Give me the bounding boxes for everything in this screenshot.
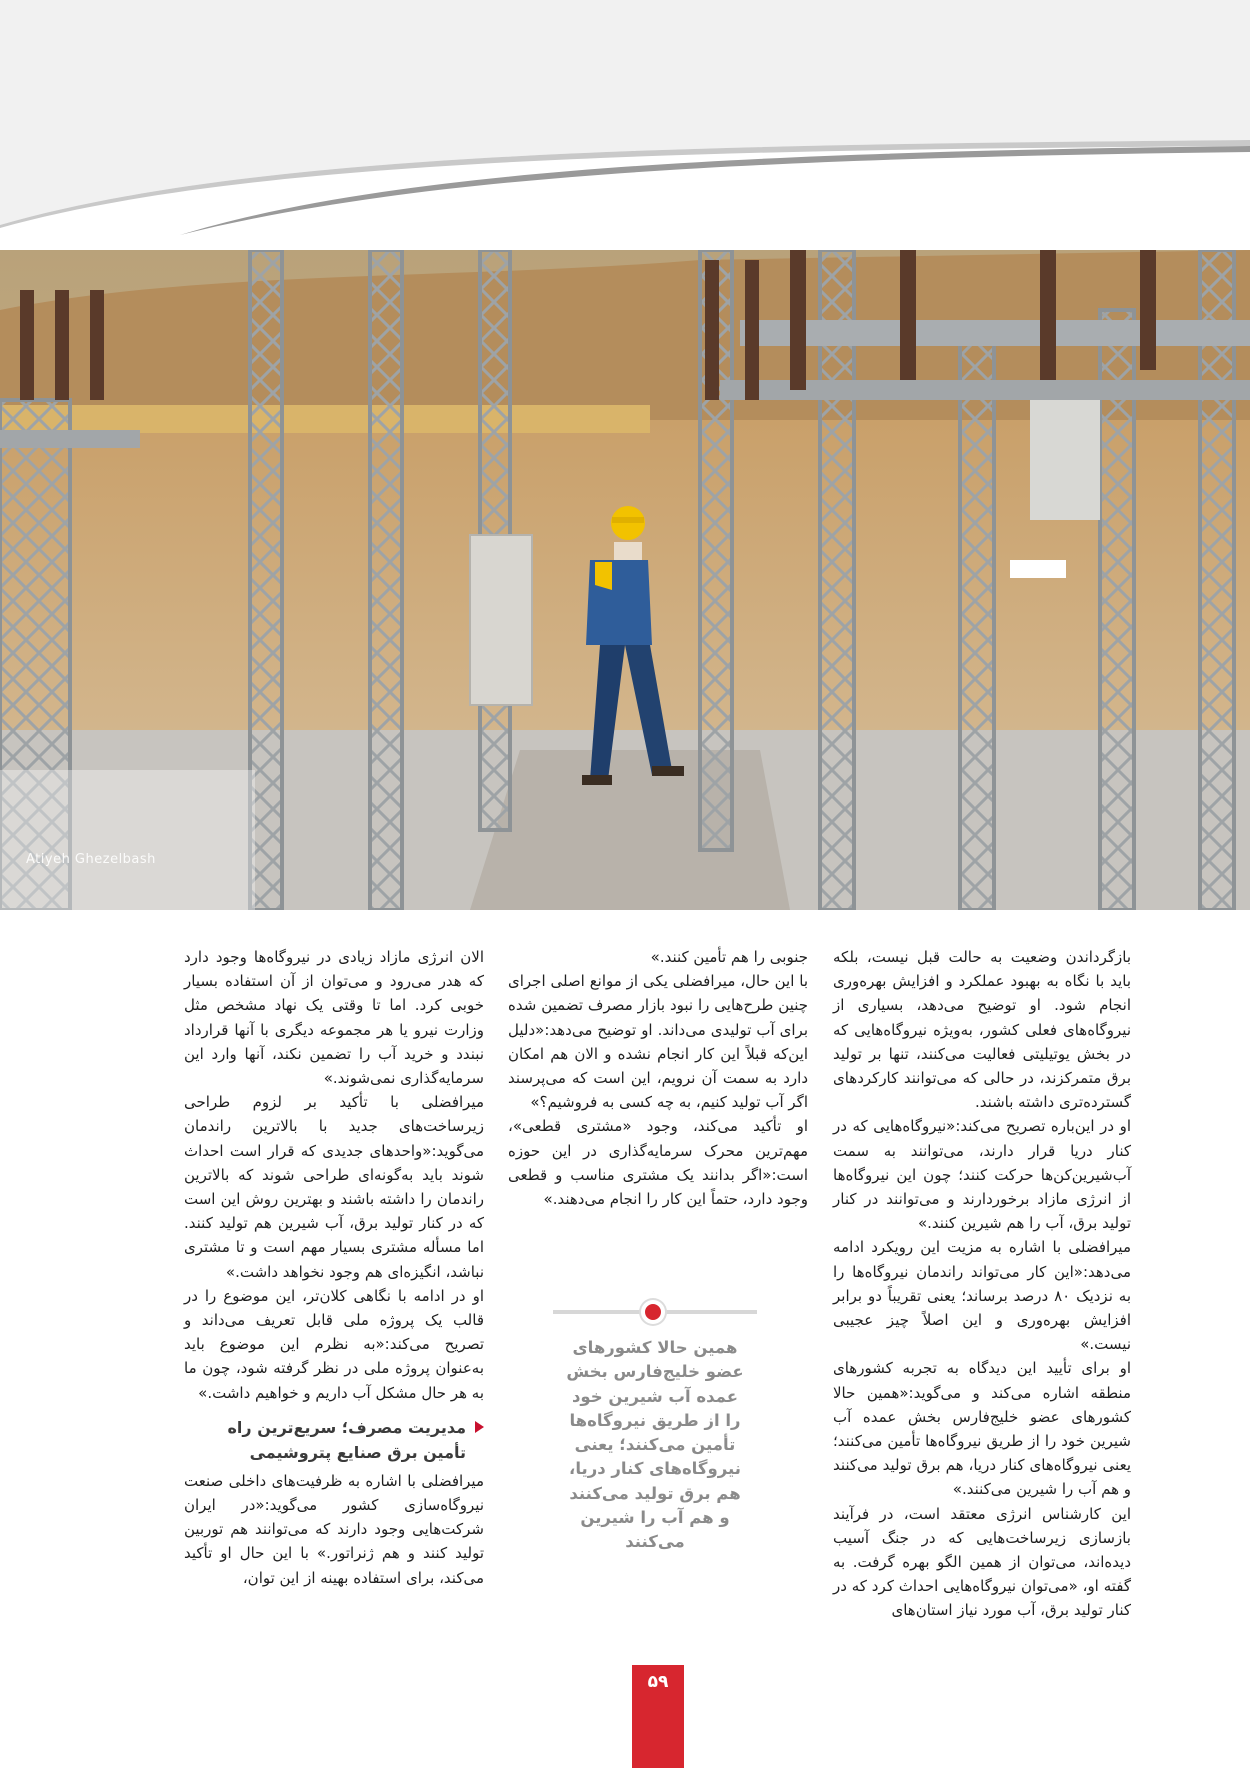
photo-credit: Atiyeh Ghezelbash — [26, 852, 156, 867]
paragraph: جنوبی را هم تأمین کنند.» — [650, 948, 808, 966]
article-column-left — [184, 945, 484, 1590]
header-swoosh — [0, 0, 1250, 250]
pull-quote-dot-icon — [641, 1300, 665, 1324]
paragraph: او تأکید می‌کند، وجود «مشتری قطعی»، مهم‌ترین محرک سرمایه‌گذاری در این حوزه است:«اگر بدانند یک مشتری مناسب و قطعی وجود دارد، حتماً این کار را انجام می‌دهند.» — [508, 1117, 808, 1209]
paragraph: او در ادامه با نگاهی کلان‌تر، این موضوع را در قالب یک پروژه ملی قابل تعریف می‌داند و تصریح می‌کند:«به نظرم این موضوع باید به‌عنوان پروژه ملی در نظر گرفته شود، چون ما به هر حال مشکل آب داریم و خواهیم داشت.» — [184, 1286, 484, 1402]
paragraph: میرافضلی با اشاره به ظرفیت‌های داخلی صنعت نیروگاه‌سازی کشور می‌گوید:«در ایران شرکت‌هایی وجود دارند که می‌توانند هم توربین تولید کنند و هم ژنراتور.» با این حال او تأکید می‌کند، برای استفاده بهینه از این توان، — [184, 1471, 484, 1587]
subheading-text: مدیریت مصرف؛ سریع‌ترین راه تأمین برق صنایع پتروشیمی — [227, 1417, 466, 1462]
article-column-middle — [508, 945, 808, 1211]
section-subheading — [184, 1415, 484, 1465]
paragraph: این کارشناس انرژی معتقد است، در فرآیند بازسازی زیرساخت‌هایی که در جنگ آسیب دیده‌اند، می‌توان از همین الگو بهره گرفت. به گفته او، «می‌توان نیروگاه‌هایی احداث کرد که در کنار تولید برق، آب مورد نیاز استان‌های — [833, 1504, 1131, 1620]
article-column-right — [833, 945, 1131, 1623]
page-header-band — [0, 0, 1250, 250]
paragraph: الان انرژی مازاد زیادی در نیروگاه‌ها وجود دارد که هدر می‌رود و می‌توان از آن استفاده بسیار خوبی کرد. اما تا وقتی یک نهاد مشخص مثل وزارت نیرو یا هر مجموعه دیگری با آنها قرارداد نبندد و خرید آب را تضمین نکند، آنها وارد این سرمایه‌گذاری نمی‌شوند.» — [184, 948, 484, 1088]
paragraph: او برای تأیید این دیدگاه به تجربه کشورهای منطقه اشاره می‌کند و می‌گوید:«همین حالا کشورهای عضو خلیج‌فارس بخش عمده آب شیرین خود را از طریق نیروگاه‌ها تأمین می‌کنند؛ یعنی نیروگاه‌های کنار دریا، هم برق تولید می‌کنند و هم آب را شیرین می‌کنند.» — [833, 1359, 1131, 1499]
paragraph: او در این‌باره تصریح می‌کند:«نیروگاه‌هایی که در کنار دریا قرار دارند، می‌توانند به سمت آب‌شیرین‌کن‌ها حرکت کنند؛ چون این نیروگاه‌ها از انرژی مازاد برخوردارند و می‌توانند در کنار تولید برق، آب را هم شیرین کنند.» — [833, 1117, 1131, 1233]
paragraph: با این حال، میرافضلی یکی از موانع اصلی اجرای چنین طرح‌هایی را نبود بازار مصرف تضمین شده برای آب تولیدی می‌داند. او توضیح می‌دهد:«دلیل این‌که قبلاً این کار انجام نشده و الان هم امکان دارد به سمت آن نرویم، این است که می‌پرسند اگر آب تولید کنیم، به چه کسی به فروشیم؟» — [508, 972, 808, 1112]
pull-quote: همین حالا کشورهای عضو خلیج‌فارس بخش عمده آب شیرین خود را از طریق نیروگاه‌ها تأمین می‌کنند؛ یعنی نیروگاه‌های کنار دریا، هم برق تولید می‌کنند و هم آب را شیرین می‌کنند — [566, 1338, 744, 1552]
page-number: ۵۹ — [647, 1672, 669, 1692]
triangle-bullet-icon — [475, 1421, 484, 1433]
paragraph: میرافضلی با اشاره به مزیت این رویکرد ادامه می‌دهد:«این کار می‌تواند راندمان نیروگاه‌ها را به نزدیک ۸۰ درصد برساند؛ یعنی تقریباً دو برابر افزایش بهره‌وری و این اصلاً چیز عجیبی نیست.» — [833, 1238, 1132, 1354]
paragraph: بازگرداندن وضعیت به حالت قبل نیست، بلکه باید با نگاه به بهبود عملکرد و افزایش بهره‌وری انجام شود. او توضیح می‌دهد، بسیاری از نیروگاه‌های فعلی کشور، به‌ویژه نیروگاه‌هایی که در بخش یوتیلیتی فعالیت می‌کنند، تنها بر تولید برق متمرکزند، در حالی که می‌توانند کارکردهای گسترده‌تری داشته باشند. — [833, 948, 1131, 1112]
photo-credit-overlay — [0, 770, 255, 910]
paragraph: میرافضلی با تأکید بر لزوم طراحی زیرساخت‌های جدید با بالاترین راندمان می‌گوید:«واحدهای جدیدی که قرار است احداث شوند باید به‌گونه‌ای طراحی شوند که بالاترین راندمان را داشته باشند و بهترین روش این است که در کنار تولید برق، آب شیرین هم تولید کنند. اما مسأله مشتری بسیار مهم است و تا مشتری نباشد، انگیزه‌ای هم وجود نخواهد داشت.» — [184, 1093, 484, 1281]
